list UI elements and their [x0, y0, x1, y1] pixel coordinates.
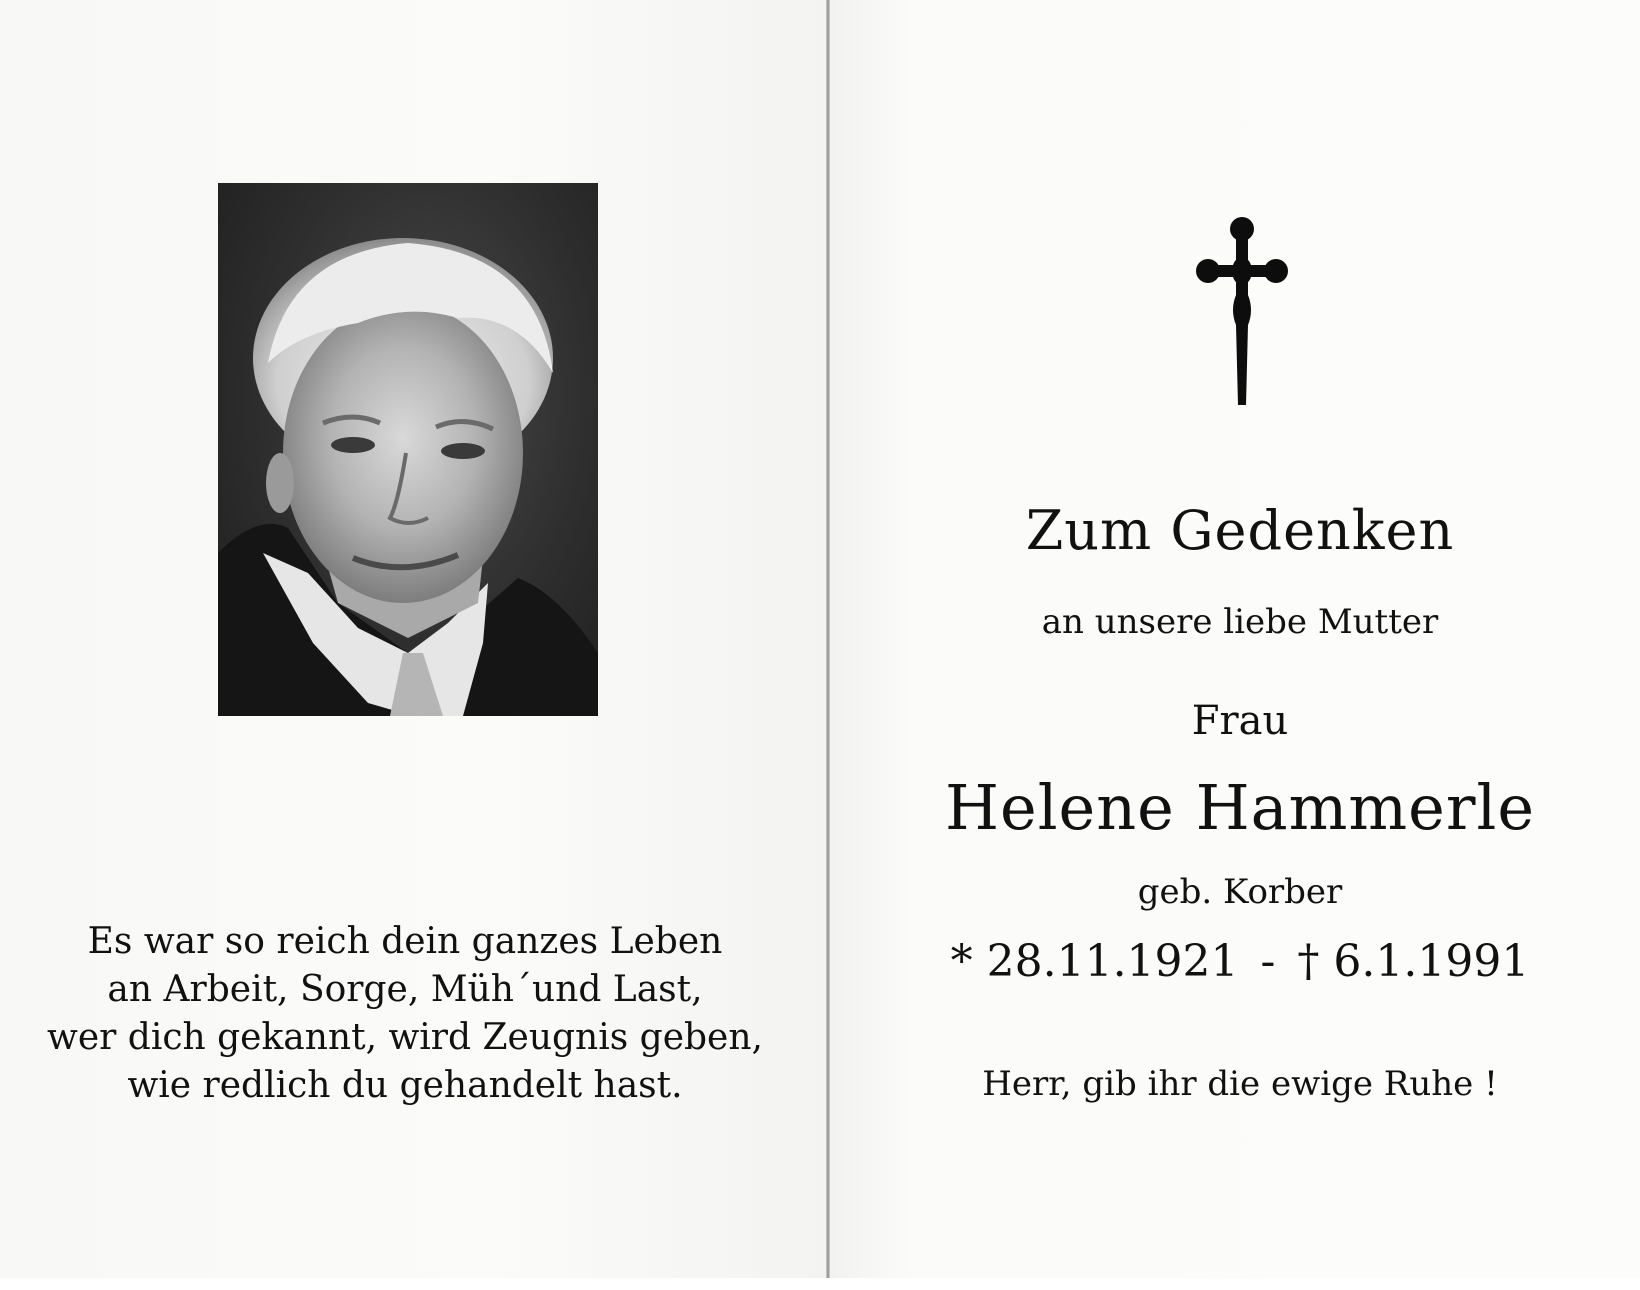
subline: an unsere liebe Mutter [1041, 602, 1439, 642]
left-panel [0, 0, 826, 1278]
deceased-name: Helene Hammerle [944, 771, 1536, 844]
cross-icon [1196, 215, 1288, 405]
portrait-photo [218, 183, 598, 716]
verse-line: wer dich gekannt, wird Zeugnis geben, [47, 1017, 763, 1058]
death-date: † 6.1.1991 [1297, 936, 1530, 987]
memorial-verse [30, 918, 780, 1110]
verse-line: Es war so reich dein ganzes Leben [87, 921, 723, 962]
life-dates [860, 933, 1620, 991]
verse-line: wie redlich du gehandelt hast. [127, 1065, 683, 1106]
maiden-name: geb. Korber [1137, 872, 1343, 912]
birth-date: * 28.11.1921 [950, 936, 1239, 987]
date-separator: - [1260, 936, 1276, 987]
bottom-edge [0, 1278, 1640, 1290]
headline: Zum Gedenken [1025, 499, 1455, 562]
portrait-image [218, 183, 598, 716]
prayer-line: Herr, gib ihr die ewige Ruhe ! [982, 1064, 1498, 1104]
salutation: Frau [1191, 698, 1289, 744]
verse-line: an Arbeit, Sorge, Müh´und Last, [107, 969, 703, 1010]
